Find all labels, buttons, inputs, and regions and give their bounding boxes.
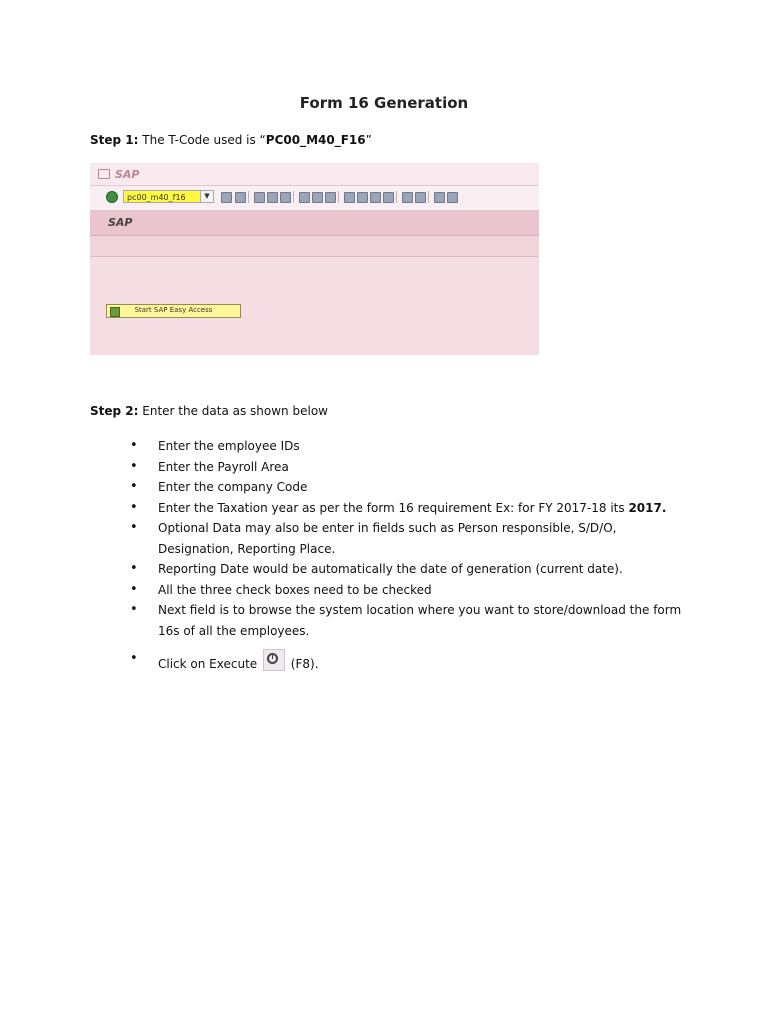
list-item-text: Reporting Date would be automatically the date of generation (current date). [158, 562, 623, 576]
list-item [130, 436, 690, 457]
instruction-list [130, 436, 690, 675]
step-2-text: Enter the data as shown below [138, 404, 328, 418]
green-back-icon[interactable] [254, 192, 265, 203]
list-item [130, 600, 690, 641]
page-title: Form 16 Generation [299, 94, 469, 112]
enter-icon[interactable] [106, 191, 118, 203]
list-item-text: (F8). [286, 657, 319, 671]
list-item-text: All the three check boxes need to be checked [158, 582, 432, 597]
list-item [130, 477, 690, 498]
step-1 [90, 133, 372, 147]
toolbar-divider [293, 191, 294, 203]
list-item-text: Enter the company Code [158, 480, 308, 494]
list-item [130, 580, 690, 601]
menu-icon[interactable] [98, 169, 110, 179]
new-session-icon[interactable] [402, 192, 413, 203]
start-easy-access-button[interactable] [106, 304, 241, 318]
first-page-icon[interactable] [344, 192, 355, 203]
list-item-text: Click on Execute [158, 657, 261, 671]
step-1-end: ” [365, 133, 372, 147]
sap-screenshot [90, 163, 539, 355]
step-1-text: The T-Code used is “ [138, 133, 266, 147]
list-item [130, 498, 690, 519]
print-icon[interactable] [299, 192, 310, 203]
previous-page-icon[interactable] [357, 192, 368, 203]
sap-window-label: SAP [115, 168, 140, 181]
toolbar-divider [248, 191, 249, 203]
exit-icon[interactable] [267, 192, 278, 203]
step-1-label: Step 1: [90, 133, 139, 147]
find-icon[interactable] [312, 192, 323, 203]
list-item-bold: 2017. [628, 500, 667, 515]
list-item-text: Next field is to browse the system location where you want to store/download the form 16s of all the employees. [158, 603, 682, 638]
save-icon[interactable] [235, 192, 246, 203]
start-easy-access-label: Start SAP Easy Access [134, 306, 213, 314]
sap-application-toolbar [90, 236, 539, 257]
sap-titlebar [90, 163, 539, 186]
find-next-icon[interactable] [325, 192, 336, 203]
command-field[interactable]: pc00_m40_f16 [123, 190, 213, 203]
list-item [130, 649, 690, 675]
sap-header [90, 211, 539, 236]
sap-header-title: SAP [108, 216, 133, 229]
cancel-icon[interactable] [280, 192, 291, 203]
step-1-code: PC00_M40_F16 [265, 133, 366, 147]
list-item [130, 559, 690, 580]
list-item-text: Enter the Taxation year as per the form 16 requirement Ex: for FY 2017-18 its [158, 500, 629, 515]
list-item-text: Optional Data may also be enter in fields such as Person responsible, S/D/O, Designation, Reporting Place. [158, 521, 617, 556]
list-item [130, 518, 690, 559]
toolbar-divider [396, 191, 397, 203]
next-page-icon[interactable] [370, 192, 381, 203]
sap-toolbar [90, 186, 539, 211]
step-2-label: Step 2: [90, 404, 139, 418]
list-item [130, 457, 690, 478]
last-page-icon[interactable] [383, 192, 394, 203]
layout-icon[interactable] [447, 192, 458, 203]
toolbar-divider [428, 191, 429, 203]
list-item-text: Enter the Payroll Area [158, 459, 289, 474]
back-icon[interactable] [221, 192, 232, 203]
list-item-text: Enter the employee IDs [158, 439, 300, 453]
help-icon[interactable] [434, 192, 445, 203]
toolbar-divider [338, 191, 339, 203]
step-2 [90, 404, 328, 418]
execute-icon [263, 649, 285, 671]
shortcut-icon[interactable] [415, 192, 426, 203]
chevron-down-icon[interactable]: ▼ [200, 190, 214, 203]
